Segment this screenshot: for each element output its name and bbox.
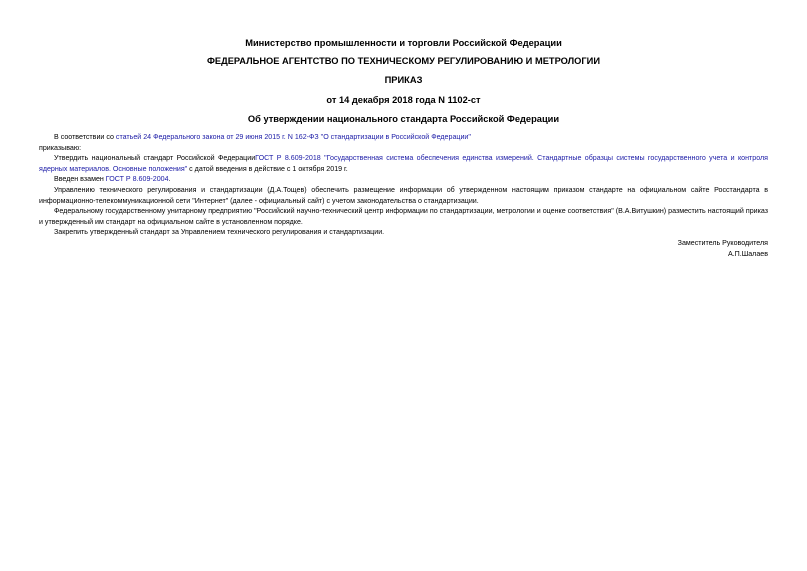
document-type: ПРИКАЗ: [384, 75, 423, 85]
approve-prefix: Утвердить национальный стандарт Российской Федерации: [54, 154, 256, 163]
gost-2004-link[interactable]: ГОСТ Р 8.609-2004: [105, 175, 169, 184]
law-article-link[interactable]: статьей 24 Федерального закона от 29 июня 2015 г. N 162-ФЗ "О стандартизации в Российской Федерации": [115, 133, 471, 141]
document-date-number: от 14 декабря 2018 года N 1102-ст: [326, 95, 481, 105]
paragraph-placement: Федеральному государственному унитарному предприятию "Российский научно-технический центр информации по стандартизации, метрологии и оценке соответствия" (В.А.Витушкин) разместить настоящий приказ и утвержденный им стандарт на официальном сайте в установленном порядке.: [39, 207, 768, 226]
paragraph-publication: Управлению технического регулирования и стандартизации (Д.А.Тощев) обеспечить размещение информации об утвержденном настоящим приказом стандарте на официальном сайте Росстандарта в информационно-телекоммуникационной сети "Интернет" (далее - официальный сайт) с учетом законодательства о стандартизации.: [39, 185, 768, 205]
replaces-suffix: .: [168, 175, 171, 184]
gost-2018-link[interactable]: ГОСТ Р 8.609-2018 "Государственная система обеспечения единства измерений. Стандартные образцы системы государственного учета и контроля ядерных материалов. Основные положения": [39, 154, 768, 173]
replaces-prefix: Введен взамен: [54, 175, 106, 184]
ministry-title: Министерство промышленности и торговли Российской Федерации: [245, 38, 562, 48]
paragraph-replaces: [39, 174, 768, 185]
signature-block: [678, 238, 768, 259]
agency-title: ФЕДЕРАЛЬНОЕ АГЕНТСТВО ПО ТЕХНИЧЕСКОМУ РЕГУЛИРОВАНИЮ И МЕТРОЛОГИИ: [206, 56, 601, 66]
paragraph-assignment: Закрепить утвержденный стандарт за Управлением технического регулирования и стандартизации.: [54, 228, 385, 237]
basis-prefix: В соответствии со: [54, 133, 116, 141]
document-body: [39, 132, 768, 238]
signatory-position: Заместитель Руководителя: [677, 239, 768, 247]
paragraph-basis: [39, 132, 768, 143]
paragraph-order-word: приказываю:: [39, 143, 82, 152]
signatory-name: А.П.Шалаев: [727, 249, 768, 258]
paragraph-approve: [39, 153, 768, 174]
approve-suffix: с датой введения в действие с 1 октября 2019 г.: [187, 164, 348, 173]
document-subject: Об утверждении национального стандарта Российской Федерации: [247, 114, 560, 124]
